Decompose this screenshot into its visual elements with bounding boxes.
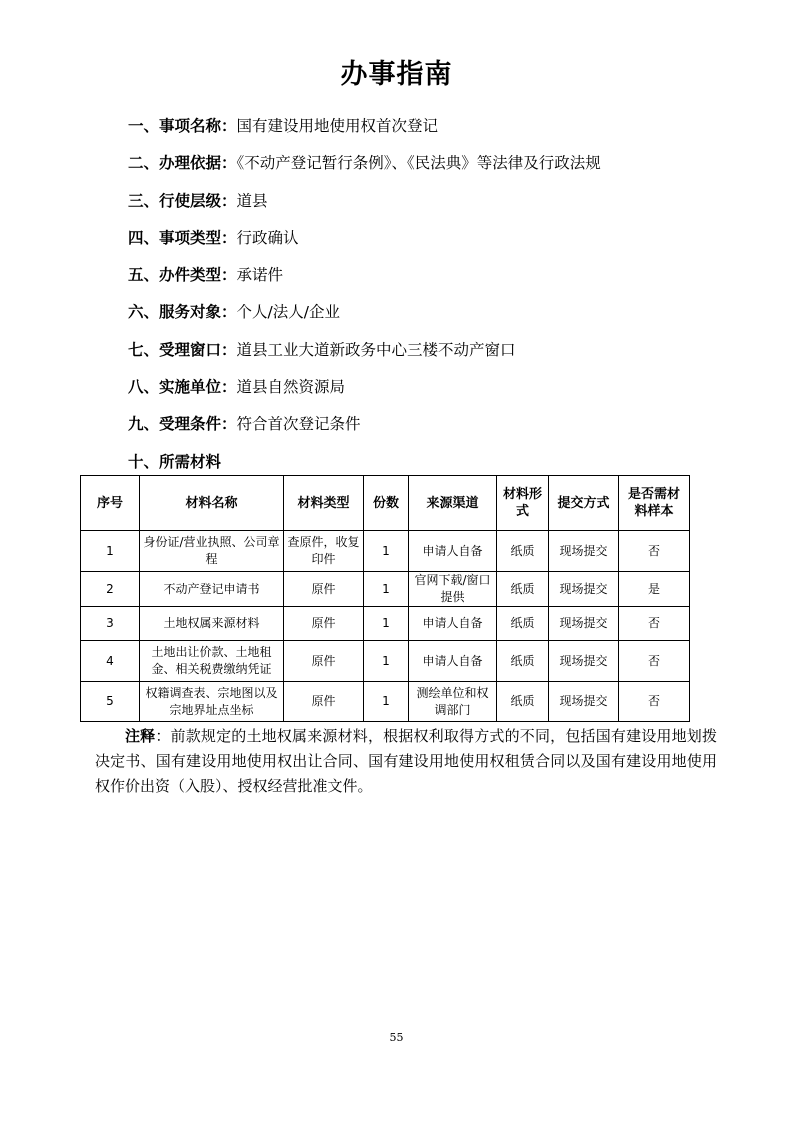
item-case-type (128, 262, 728, 299)
cell-copies: 1 (364, 607, 409, 641)
cell-source: 申请人自备 (409, 607, 497, 641)
item-value: 符合首次登记条件 (236, 415, 361, 434)
note-text: ：前款规定的土地权属来源材料，根据权利取得方式的不同，包括国有建设用地划拨决定书、国有建设用地使用权出让合同、国有建设用地使用权租赁合同以及国有建设用地使用权作价出资（入股）、授权经营批准文件。 (95, 727, 717, 795)
table-header-row (81, 476, 690, 531)
item-value: 行政确认 (236, 228, 299, 247)
cell-material-form: 纸质 (497, 531, 549, 572)
cell-source: 申请人自备 (409, 641, 497, 682)
table-row (81, 531, 690, 572)
cell-material-form: 纸质 (497, 572, 549, 607)
cell-index: 1 (81, 531, 140, 572)
item-value: 道县自然资源局 (236, 378, 346, 397)
column-header-copies: 份数 (364, 476, 409, 531)
cell-index: 4 (81, 641, 140, 682)
cell-sample-required: 否 (619, 641, 690, 682)
materials-table (80, 475, 690, 722)
item-legal-basis (128, 150, 728, 187)
item-label: 一、事项名称： (128, 117, 237, 135)
cell-copies: 1 (364, 572, 409, 607)
column-header-sample-required: 是否需材料样本 (619, 476, 690, 531)
cell-copies: 1 (364, 531, 409, 572)
note-paragraph (95, 724, 717, 799)
cell-index: 5 (81, 682, 140, 722)
item-value: 承诺件 (236, 266, 284, 285)
item-service-target (128, 299, 728, 336)
cell-material-name: 权籍调查表、宗地图以及宗地界址点坐标 (140, 682, 284, 722)
column-header-index: 序号 (81, 476, 140, 531)
page-number: 55 (389, 1031, 404, 1044)
cell-copies: 1 (364, 641, 409, 682)
item-matter-type (128, 225, 728, 262)
cell-material-name: 身份证/营业执照、公司章程 (140, 531, 284, 572)
item-label: 四、事项类型： (128, 228, 237, 247)
item-exercise-level (128, 188, 728, 225)
item-label: 五、办件类型： (128, 266, 237, 285)
item-value: 国有建设用地使用权首次登记 (236, 117, 439, 135)
cell-material-type: 原件 (284, 641, 364, 682)
item-matter-name (128, 113, 728, 150)
cell-material-name: 土地出让价款、土地租金、相关税费缴纳凭证 (140, 641, 284, 682)
table-row (81, 607, 690, 641)
item-label: 二、办理依据： (128, 154, 237, 173)
item-label: 十、所需材料 (128, 452, 222, 471)
cell-material-name: 土地权属来源材料 (140, 607, 284, 641)
item-label: 七、受理窗口： (128, 340, 237, 359)
cell-submission-method: 现场提交 (549, 607, 619, 641)
cell-material-type: 原件 (284, 607, 364, 641)
item-value: 道县工业大道新政务中心三楼不动产窗口 (236, 340, 516, 359)
cell-material-form: 纸质 (497, 607, 549, 641)
cell-submission-method: 现场提交 (549, 531, 619, 572)
item-label: 三、行使层级： (128, 191, 237, 210)
item-label: 九、受理条件： (128, 415, 237, 434)
cell-copies: 1 (364, 682, 409, 722)
table-row (81, 682, 690, 722)
cell-sample-required: 否 (619, 607, 690, 641)
cell-sample-required: 是 (619, 572, 690, 607)
cell-submission-method: 现场提交 (549, 682, 619, 722)
item-value: 个人/法人/企业 (236, 303, 340, 322)
cell-sample-required: 否 (619, 682, 690, 722)
cell-index: 3 (81, 607, 140, 641)
cell-submission-method: 现场提交 (549, 572, 619, 607)
note-label: 注释 (125, 727, 156, 745)
cell-material-form: 纸质 (497, 682, 549, 722)
column-header-material-form: 材料形式 (497, 476, 549, 531)
cell-submission-method: 现场提交 (549, 641, 619, 682)
column-header-material-name: 材料名称 (140, 476, 284, 531)
cell-material-type: 原件 (284, 682, 364, 722)
cell-material-name: 不动产登记申请书 (140, 572, 284, 607)
item-label: 六、服务对象： (128, 303, 237, 322)
cell-material-form: 纸质 (497, 641, 549, 682)
item-acceptance-conditions (128, 411, 728, 448)
item-implementing-unit (128, 374, 728, 411)
item-value: 道县 (236, 191, 268, 210)
cell-source: 官网下载/窗口提供 (409, 572, 497, 607)
item-acceptance-window (128, 337, 728, 374)
page-title: 办事指南 (340, 59, 453, 90)
item-label: 八、实施单位： (128, 378, 237, 397)
table-row (81, 641, 690, 682)
item-value: 《不动产登记暂行条例》、《民法典》等法律及行政法规 (236, 154, 601, 173)
cell-source: 测绘单位和权调部门 (409, 682, 497, 722)
column-header-material-type: 材料类型 (284, 476, 364, 531)
cell-material-type: 查原件，收复印件 (284, 531, 364, 572)
column-header-source: 来源渠道 (409, 476, 497, 531)
cell-sample-required: 否 (619, 531, 690, 572)
cell-index: 2 (81, 572, 140, 607)
column-header-submission-method: 提交方式 (549, 476, 619, 531)
cell-source: 申请人自备 (409, 531, 497, 572)
cell-material-type: 原件 (284, 572, 364, 607)
guide-items (128, 113, 728, 486)
table-row (81, 572, 690, 607)
